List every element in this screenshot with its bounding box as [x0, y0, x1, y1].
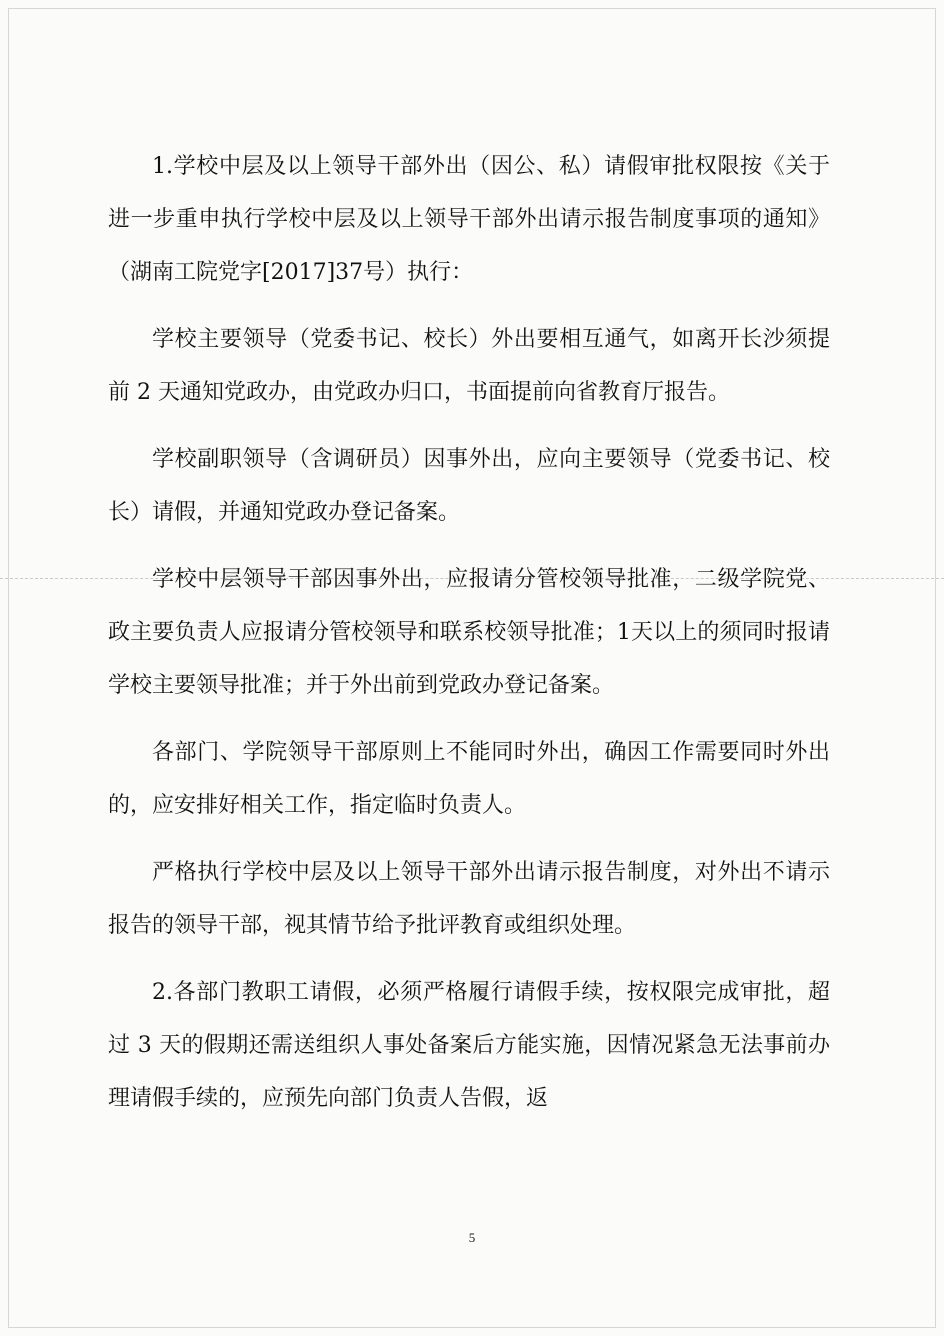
paragraph-staff-leave: 2.各部门教职工请假，必须严格履行请假手续，按权限完成审批，超过 3 天的假期还需送组织人事处备案后方能实施，因情况紧急无法事前办理请假手续的，应预先向部门负责人告假，返	[108, 980, 830, 1111]
paragraph-principal-leaders: 学校主要领导（党委书记、校长）外出要相互通气，如离开长沙须提前 2 天通知党政办，由党政办归口，书面提前向省教育厅报告。	[108, 327, 830, 405]
paragraph-approval-authority: 1.学校中层及以上领导干部外出（因公、私）请假审批权限按《关于进一步重申执行学校中层及以上领导干部外出请示报告制度事项的通知》（湖南工院党字[2017]37号）执行：	[108, 154, 830, 285]
paragraph-middle-level-cadres: 学校中层领导干部因事外出，应报请分管校领导批准，二级学院党、政主要负责人应报请分管校领导和联系校领导批准；1天以上的须同时报请学校主要领导批准；并于外出前到党政办登记备案。	[108, 567, 830, 698]
paragraph-strict-reporting: 严格执行学校中层及以上领导干部外出请示报告制度，对外出不请示报告的领导干部，视其情节给予批评教育或组织处理。	[108, 860, 830, 938]
paragraph-no-simultaneous-absence: 各部门、学院领导干部原则上不能同时外出，确因工作需要同时外出的，应安排好相关工作，指定临时负责人。	[108, 740, 830, 818]
paragraph-deputy-leaders: 学校副职领导（含调研员）因事外出，应向主要领导（党委书记、校长）请假，并通知党政办登记备案。	[108, 447, 830, 525]
document-body	[108, 140, 830, 1139]
page-number: 5	[468, 1230, 476, 1245]
